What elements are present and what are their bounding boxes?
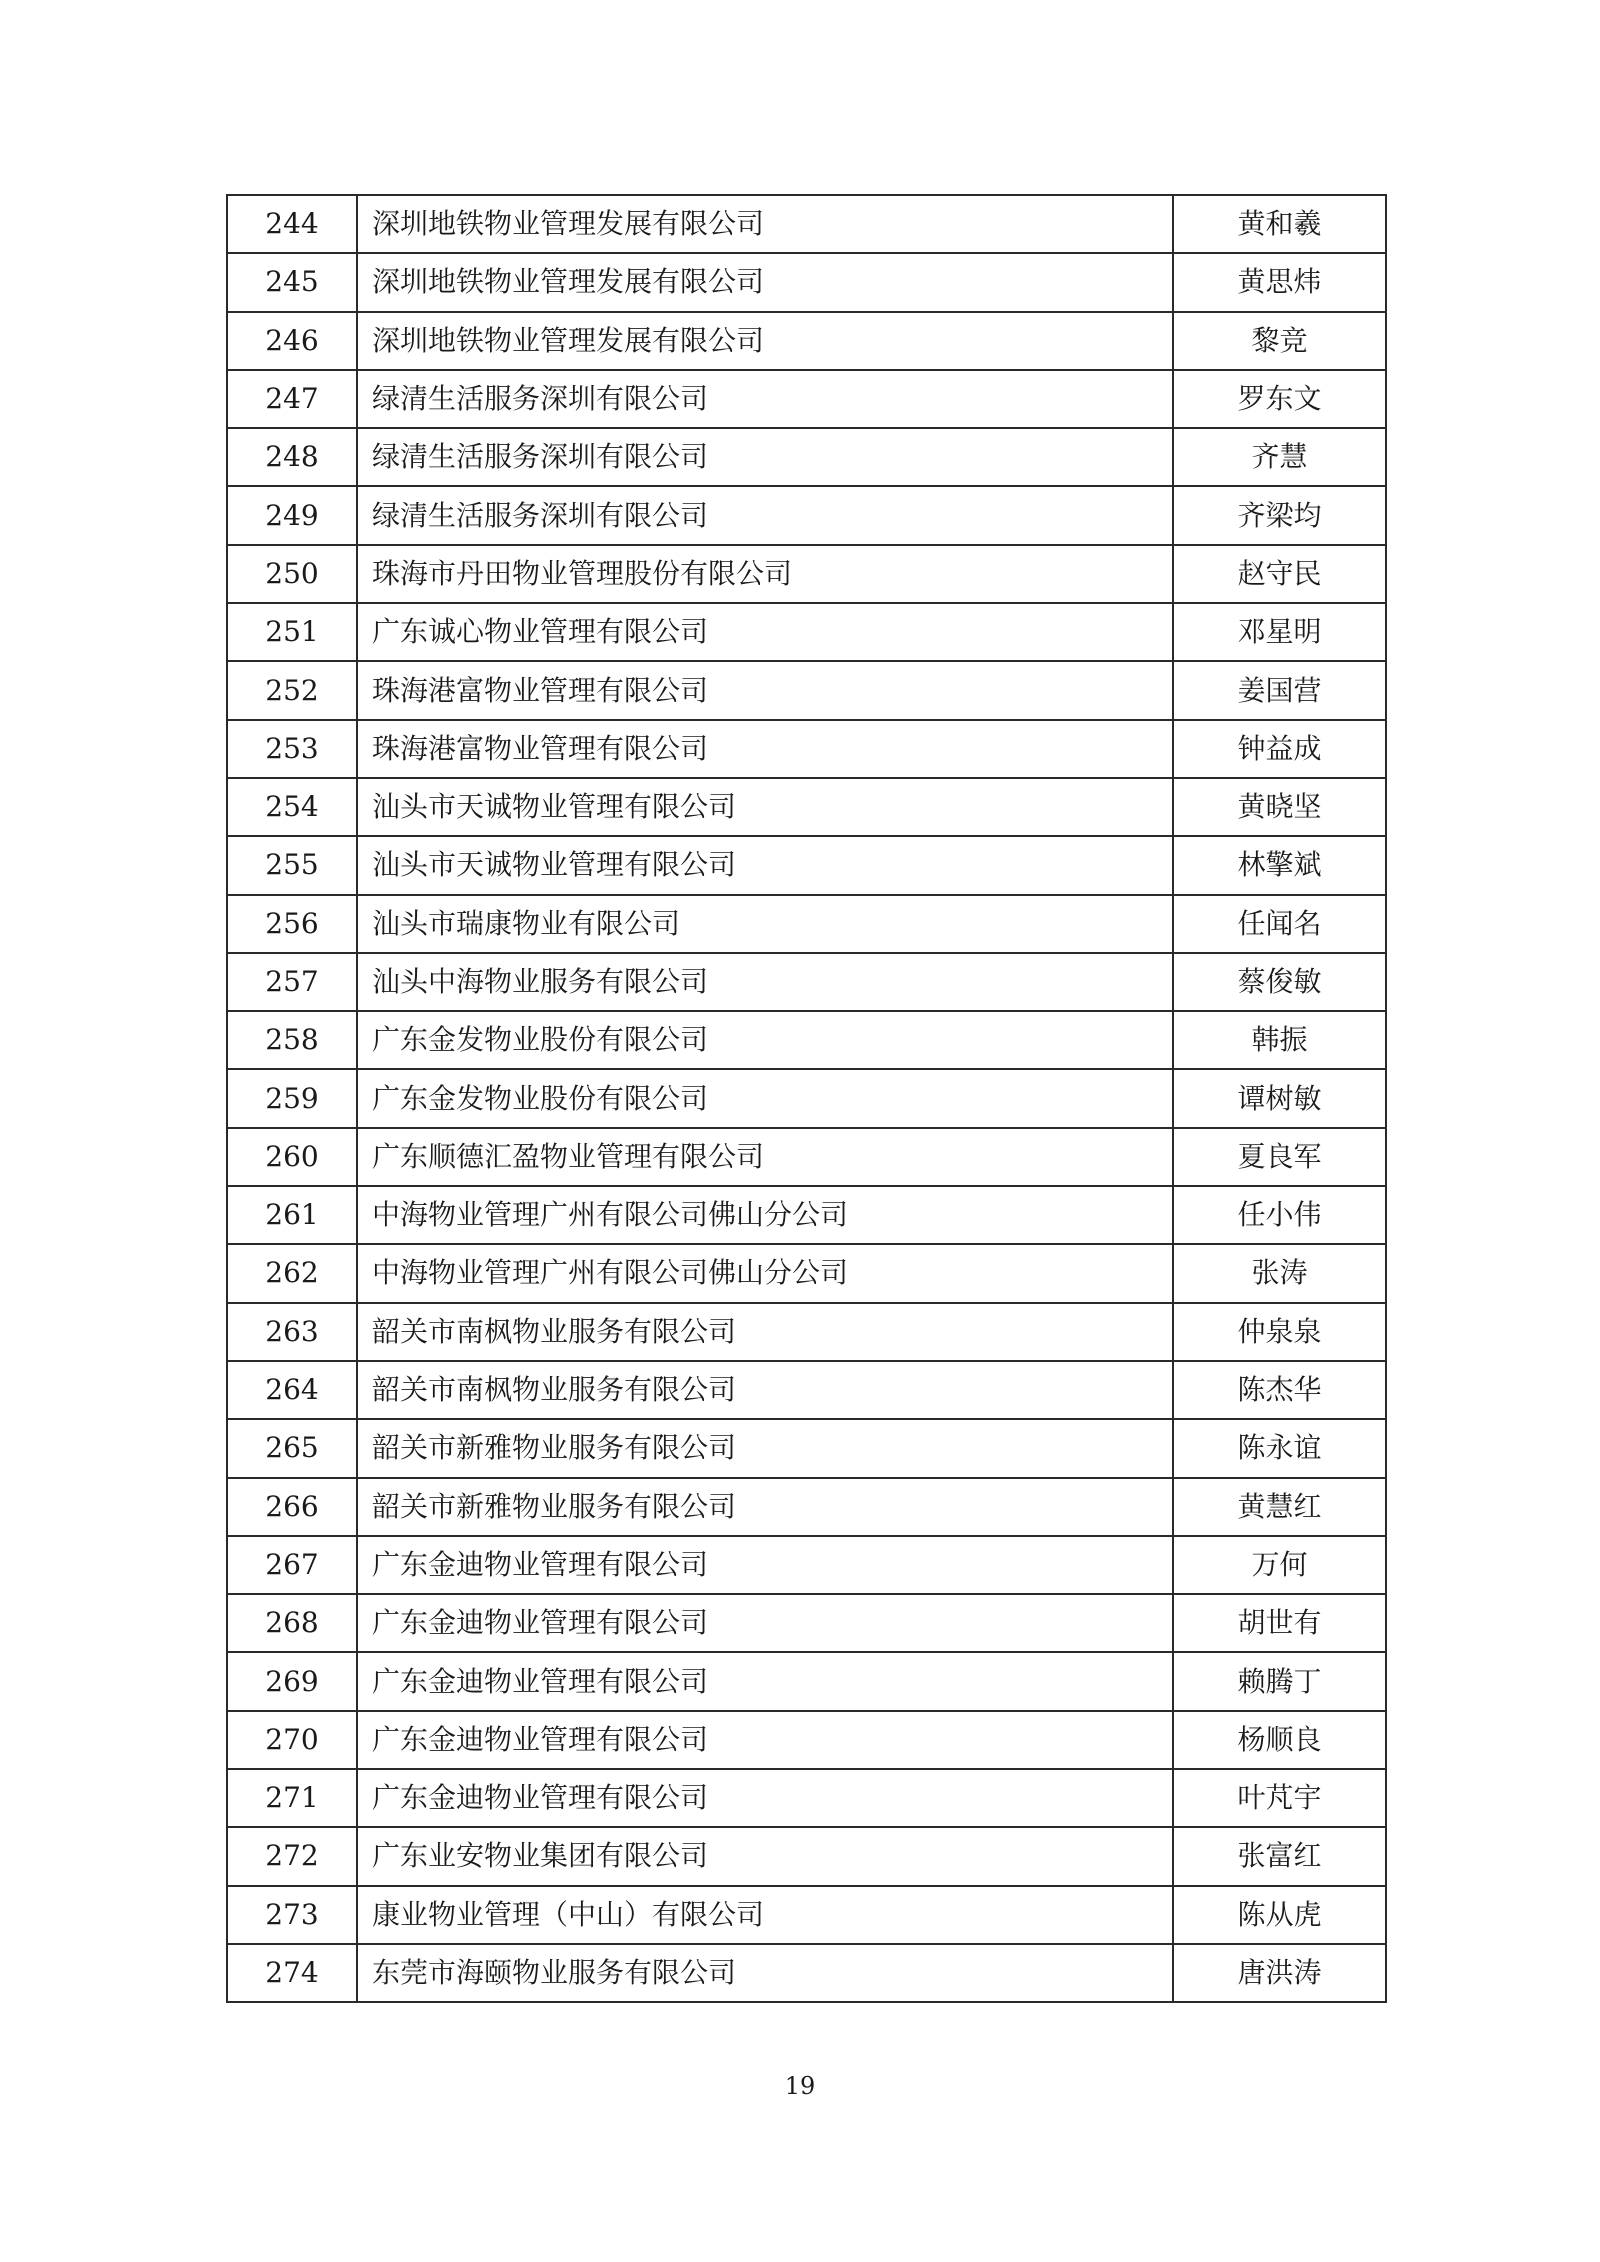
person-name-cell: 钟益成: [1173, 720, 1386, 778]
person-name-cell: 黄晓坚: [1173, 778, 1386, 836]
person-name-cell: 赵守民: [1173, 545, 1386, 603]
table-row: [227, 953, 1386, 1011]
person-name-cell: 黎竞: [1173, 312, 1386, 370]
table-row: [227, 1536, 1386, 1594]
company-cell: 汕头市天诚物业管理有限公司: [357, 836, 1173, 894]
company-cell: 广东金迪物业管理有限公司: [357, 1652, 1173, 1710]
company-cell: 广东业安物业集团有限公司: [357, 1827, 1173, 1885]
company-cell: 韶关市新雅物业服务有限公司: [357, 1419, 1173, 1477]
company-cell: 中海物业管理广州有限公司佛山分公司: [357, 1244, 1173, 1302]
row-number-cell: 259: [227, 1069, 357, 1127]
table-row: [227, 1419, 1386, 1477]
company-cell: 珠海港富物业管理有限公司: [357, 720, 1173, 778]
company-cell: 广东金迪物业管理有限公司: [357, 1769, 1173, 1827]
person-name-cell: 姜国营: [1173, 661, 1386, 719]
table-row: [227, 1069, 1386, 1127]
row-number-cell: 254: [227, 778, 357, 836]
table-row: [227, 778, 1386, 836]
company-cell: 汕头市天诚物业管理有限公司: [357, 778, 1173, 836]
table-row: [227, 1303, 1386, 1361]
company-cell: 广东金迪物业管理有限公司: [357, 1536, 1173, 1594]
company-cell: 珠海市丹田物业管理股份有限公司: [357, 545, 1173, 603]
row-number-cell: 267: [227, 1536, 357, 1594]
table-row: [227, 1361, 1386, 1419]
company-cell: 绿清生活服务深圳有限公司: [357, 428, 1173, 486]
row-number-cell: 272: [227, 1827, 357, 1885]
person-name-cell: 张涛: [1173, 1244, 1386, 1302]
roster-table: [226, 194, 1387, 2003]
page-number: 19: [784, 2072, 816, 2100]
company-cell: 广东金发物业股份有限公司: [357, 1011, 1173, 1069]
person-name-cell: 赖腾丁: [1173, 1652, 1386, 1710]
table-row: [227, 603, 1386, 661]
table-row: [227, 895, 1386, 953]
table-row: [227, 836, 1386, 894]
company-cell: 汕头中海物业服务有限公司: [357, 953, 1173, 1011]
person-name-cell: 唐洪涛: [1173, 1944, 1386, 2002]
table-row: [227, 1652, 1386, 1710]
row-number-cell: 268: [227, 1594, 357, 1652]
table-row: [227, 486, 1386, 544]
person-name-cell: 任闻名: [1173, 895, 1386, 953]
row-number-cell: 244: [227, 195, 357, 253]
row-number-cell: 245: [227, 253, 357, 311]
company-cell: 汕头市瑞康物业有限公司: [357, 895, 1173, 953]
table-row: [227, 1944, 1386, 2002]
row-number-cell: 258: [227, 1011, 357, 1069]
row-number-cell: 260: [227, 1128, 357, 1186]
row-number-cell: 271: [227, 1769, 357, 1827]
row-number-cell: 253: [227, 720, 357, 778]
company-cell: 广东金迪物业管理有限公司: [357, 1711, 1173, 1769]
roster-table-body: [227, 195, 1386, 2002]
company-cell: 中海物业管理广州有限公司佛山分公司: [357, 1186, 1173, 1244]
person-name-cell: 任小伟: [1173, 1186, 1386, 1244]
row-number-cell: 273: [227, 1886, 357, 1944]
person-name-cell: 谭树敏: [1173, 1069, 1386, 1127]
person-name-cell: 陈杰华: [1173, 1361, 1386, 1419]
row-number-cell: 270: [227, 1711, 357, 1769]
person-name-cell: 陈从虎: [1173, 1886, 1386, 1944]
company-cell: 广东诚心物业管理有限公司: [357, 603, 1173, 661]
company-cell: 韶关市南枫物业服务有限公司: [357, 1303, 1173, 1361]
table-row: [227, 1478, 1386, 1536]
person-name-cell: 黄慧红: [1173, 1478, 1386, 1536]
company-cell: 韶关市南枫物业服务有限公司: [357, 1361, 1173, 1419]
row-number-cell: 249: [227, 486, 357, 544]
table-row: [227, 720, 1386, 778]
table-row: [227, 1711, 1386, 1769]
person-name-cell: 林擎斌: [1173, 836, 1386, 894]
row-number-cell: 274: [227, 1944, 357, 2002]
person-name-cell: 张富红: [1173, 1827, 1386, 1885]
table-row: [227, 1186, 1386, 1244]
row-number-cell: 261: [227, 1186, 357, 1244]
person-name-cell: 邓星明: [1173, 603, 1386, 661]
person-name-cell: 万何: [1173, 1536, 1386, 1594]
person-name-cell: 夏良军: [1173, 1128, 1386, 1186]
table-row: [227, 195, 1386, 253]
company-cell: 深圳地铁物业管理发展有限公司: [357, 195, 1173, 253]
row-number-cell: 248: [227, 428, 357, 486]
person-name-cell: 黄和羲: [1173, 195, 1386, 253]
row-number-cell: 269: [227, 1652, 357, 1710]
table-row: [227, 1244, 1386, 1302]
table-row: [227, 1128, 1386, 1186]
person-name-cell: 胡世有: [1173, 1594, 1386, 1652]
table-row: [227, 1827, 1386, 1885]
table-row: [227, 253, 1386, 311]
person-name-cell: 叶芃宇: [1173, 1769, 1386, 1827]
row-number-cell: 247: [227, 370, 357, 428]
company-cell: 绿清生活服务深圳有限公司: [357, 486, 1173, 544]
person-name-cell: 齐梁均: [1173, 486, 1386, 544]
person-name-cell: 罗东文: [1173, 370, 1386, 428]
row-number-cell: 265: [227, 1419, 357, 1477]
row-number-cell: 262: [227, 1244, 357, 1302]
company-cell: 深圳地铁物业管理发展有限公司: [357, 312, 1173, 370]
row-number-cell: 264: [227, 1361, 357, 1419]
company-cell: 广东金发物业股份有限公司: [357, 1069, 1173, 1127]
table-row: [227, 661, 1386, 719]
table-row: [227, 312, 1386, 370]
row-number-cell: 255: [227, 836, 357, 894]
row-number-cell: 263: [227, 1303, 357, 1361]
row-number-cell: 256: [227, 895, 357, 953]
person-name-cell: 黄思炜: [1173, 253, 1386, 311]
company-cell: 绿清生活服务深圳有限公司: [357, 370, 1173, 428]
table-row: [227, 545, 1386, 603]
table-row: [227, 1769, 1386, 1827]
row-number-cell: 257: [227, 953, 357, 1011]
person-name-cell: 陈永谊: [1173, 1419, 1386, 1477]
person-name-cell: 韩振: [1173, 1011, 1386, 1069]
person-name-cell: 杨顺良: [1173, 1711, 1386, 1769]
company-cell: 深圳地铁物业管理发展有限公司: [357, 253, 1173, 311]
company-cell: 东莞市海颐物业服务有限公司: [357, 1944, 1173, 2002]
company-cell: 珠海港富物业管理有限公司: [357, 661, 1173, 719]
company-cell: 广东金迪物业管理有限公司: [357, 1594, 1173, 1652]
company-cell: 康业物业管理（中山）有限公司: [357, 1886, 1173, 1944]
person-name-cell: 齐慧: [1173, 428, 1386, 486]
table-row: [227, 1886, 1386, 1944]
company-cell: 韶关市新雅物业服务有限公司: [357, 1478, 1173, 1536]
person-name-cell: 蔡俊敏: [1173, 953, 1386, 1011]
row-number-cell: 251: [227, 603, 357, 661]
table-row: [227, 370, 1386, 428]
table-row: [227, 1594, 1386, 1652]
row-number-cell: 250: [227, 545, 357, 603]
person-name-cell: 仲泉泉: [1173, 1303, 1386, 1361]
table-row: [227, 428, 1386, 486]
row-number-cell: 246: [227, 312, 357, 370]
table-row: [227, 1011, 1386, 1069]
row-number-cell: 266: [227, 1478, 357, 1536]
company-cell: 广东顺德汇盈物业管理有限公司: [357, 1128, 1173, 1186]
row-number-cell: 252: [227, 661, 357, 719]
